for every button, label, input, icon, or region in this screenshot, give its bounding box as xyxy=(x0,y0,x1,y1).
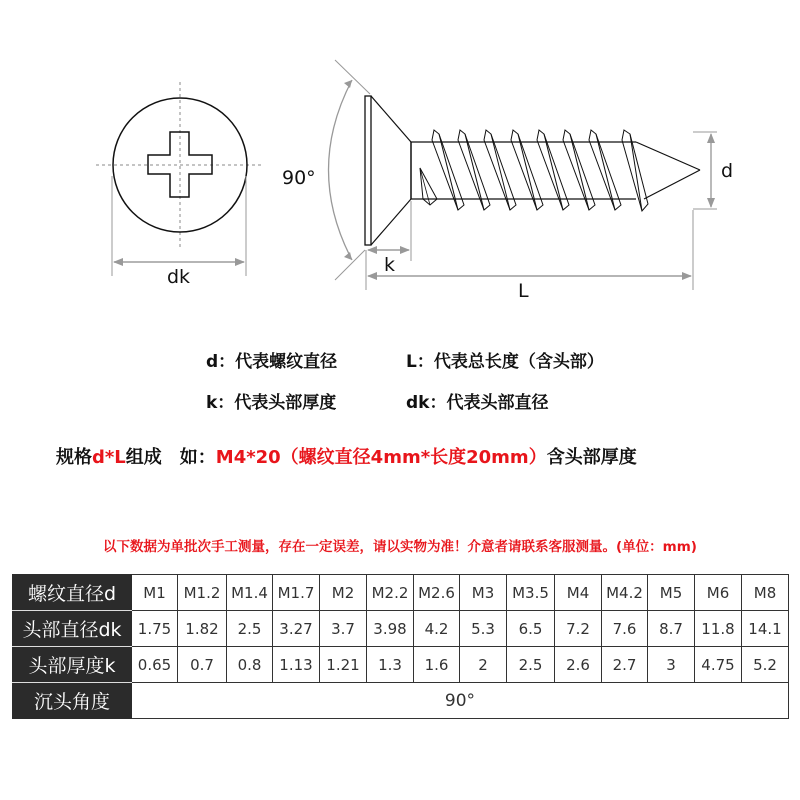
legend-k: k：代表头部厚度 xyxy=(206,393,337,413)
table-cell: 7.2 xyxy=(555,611,602,647)
table-cell: M5 xyxy=(648,575,695,611)
table-row-head-thickness xyxy=(13,647,789,683)
top-view xyxy=(96,82,262,276)
table-cell: 2.7 xyxy=(602,647,648,683)
spec-table xyxy=(12,574,789,719)
legend-d: d：代表螺纹直径 xyxy=(206,352,338,372)
table-cell: 1.13 xyxy=(273,647,320,683)
table-cell: M2.2 xyxy=(367,575,414,611)
table-cell: 1.6 xyxy=(414,647,460,683)
row-header: 头部厚度k xyxy=(13,647,132,683)
table-cell: 8.7 xyxy=(648,611,695,647)
table-cell: 7.6 xyxy=(602,611,648,647)
angle-dimension-label: 90° xyxy=(282,167,316,189)
table-cell: 2.5 xyxy=(507,647,555,683)
table-cell: 4.2 xyxy=(414,611,460,647)
table-cell: M2 xyxy=(320,575,367,611)
table-cell: 2 xyxy=(460,647,507,683)
table-cell: 3.27 xyxy=(273,611,320,647)
table-cell: 4.75 xyxy=(695,647,742,683)
spec-prefix: 规格 xyxy=(56,447,92,468)
table-cell: M1 xyxy=(132,575,178,611)
l-dimension-label: L xyxy=(518,280,529,302)
table-cell: 14.1 xyxy=(742,611,789,647)
table-cell: 5.2 xyxy=(742,647,789,683)
spec-tail: 含头部厚度 xyxy=(546,447,637,468)
table-cell: M4 xyxy=(555,575,602,611)
table-row-countersink-angle xyxy=(13,683,789,719)
table-cell: M1.2 xyxy=(178,575,227,611)
table-cell: 0.8 xyxy=(227,647,273,683)
table-cell: 1.75 xyxy=(132,611,178,647)
table-cell: 0.7 xyxy=(178,647,227,683)
row-header: 沉头角度 xyxy=(13,683,132,719)
table-cell: 1.21 xyxy=(320,647,367,683)
table-cell: 2.5 xyxy=(227,611,273,647)
measurement-note: 以下数据为单批次手工测量，存在一定误差，请以实物为准！介意者请联系客服测量。(单位：mm) xyxy=(103,539,697,555)
k-dimension-label: k xyxy=(384,254,396,276)
table-cell: M2.6 xyxy=(414,575,460,611)
table-cell: M3 xyxy=(460,575,507,611)
table-cell: 11.8 xyxy=(695,611,742,647)
legend-dk: dk：代表头部直径 xyxy=(406,393,549,413)
table-row-head-diameter xyxy=(13,611,789,647)
table-cell: M4.2 xyxy=(602,575,648,611)
dk-dimension-label: dk xyxy=(167,266,191,288)
angle-value: 90° xyxy=(132,683,789,719)
row-header: 头部直径dk xyxy=(13,611,132,647)
table-cell: 0.65 xyxy=(132,647,178,683)
table-cell: 3.98 xyxy=(367,611,414,647)
table-cell: 5.3 xyxy=(460,611,507,647)
spec-line xyxy=(56,443,637,469)
table-cell: M1.4 xyxy=(227,575,273,611)
table-cell: 1.3 xyxy=(367,647,414,683)
legend-l: L：代表总长度（含头部） xyxy=(406,352,604,372)
table-cell: M1.7 xyxy=(273,575,320,611)
row-header: 螺纹直径d xyxy=(13,575,132,611)
spec-formula: d*L xyxy=(92,447,126,468)
spec-suffix: 组成 如： xyxy=(125,447,216,468)
table-cell: 3 xyxy=(648,647,695,683)
screw-drawing xyxy=(0,0,800,320)
table-cell: 3.7 xyxy=(320,611,367,647)
table-cell: M6 xyxy=(695,575,742,611)
d-dimension-label: d xyxy=(721,160,734,182)
table-cell: 6.5 xyxy=(507,611,555,647)
table-cell: M3.5 xyxy=(507,575,555,611)
table-cell: 1.82 xyxy=(178,611,227,647)
table-cell: 2.6 xyxy=(555,647,602,683)
table-cell: M8 xyxy=(742,575,789,611)
table-row-thread-diameter xyxy=(13,575,789,611)
spec-example: M4*20（螺纹直径4mm*长度20mm） xyxy=(215,447,547,468)
